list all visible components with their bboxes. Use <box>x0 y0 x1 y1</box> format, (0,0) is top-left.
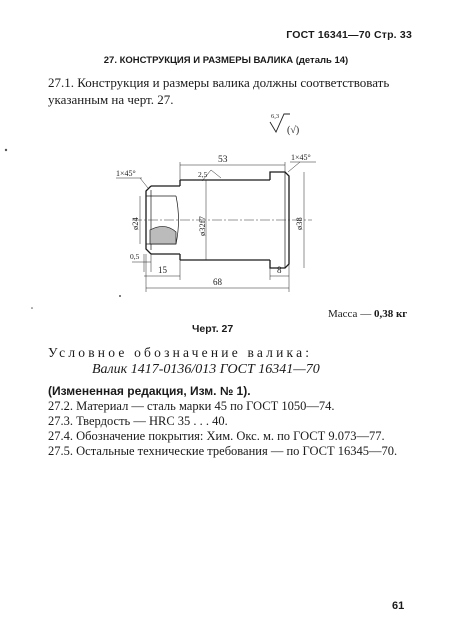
page-number: 61 <box>392 600 405 612</box>
redaction-note: (Измененная редакция, Изм. № 1). <box>48 384 251 398</box>
dim-68-label: 68 <box>213 277 222 287</box>
dim-8-label: 8 <box>277 265 282 275</box>
dia-24-label: ø24 <box>130 217 140 230</box>
mass-label: Масса — <box>328 308 372 320</box>
item-27-3: 27.3. Твердость — HRC 35 . . . 40. <box>48 414 228 428</box>
chamfer-right-label: 1×45° <box>291 153 311 162</box>
item-27-4: 27.4. Обозначение покрытия: Хим. Окс. м. по ГОСТ 9.073—77. <box>48 429 385 443</box>
dim-15-label: 15 <box>158 265 167 275</box>
dim-53 <box>180 162 285 180</box>
section-title: 27. КОНСТРУКЦИЯ И РАЗМЕРЫ ВАЛИКА (деталь 14) <box>103 55 349 66</box>
mass-value: 0,38 кг <box>373 308 408 320</box>
roughness-paren: (√) <box>287 125 300 136</box>
chamfer-left-label: 1×45° <box>116 169 136 178</box>
item-27-2: 27.2. Материал — сталь марки 45 по ГОСТ 1050—74. <box>48 399 335 413</box>
page-header: ГОСТ 16341—70 Стр. 33 <box>286 29 412 41</box>
designation-code: Валик 1417-0136/013 ГОСТ 16341—70 <box>92 362 320 377</box>
designation-label: Условное обозначение валика: <box>48 345 313 360</box>
dia-38-label: ø38 <box>294 217 304 230</box>
paragraph-line-1: 27.1. Конструкция и размеры валика должны соответствовать <box>48 75 390 90</box>
roughness-value: 6,3 <box>271 113 280 120</box>
item-27-5: 27.5. Остальные технические требования — по ГОСТ 16345—70. <box>48 444 398 458</box>
paragraph-line-2: указанным на черт. 27. <box>48 92 174 107</box>
dia-32-label: ø32f7 <box>197 216 207 236</box>
figure-caption: Черт. 27 <box>192 323 234 335</box>
mass-line <box>328 308 407 320</box>
dim-53-label: 53 <box>218 155 228 165</box>
dim-0-5-label: 0,5 <box>130 252 140 261</box>
dim-2-5-label: 2,5 <box>198 170 208 179</box>
